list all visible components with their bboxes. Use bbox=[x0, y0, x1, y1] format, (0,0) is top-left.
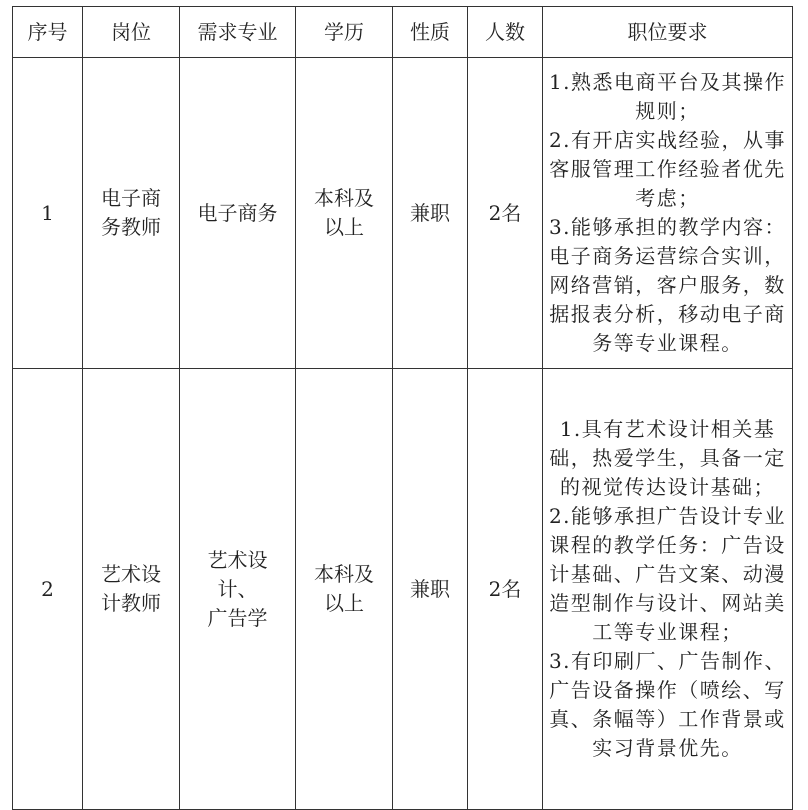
cell-type: 兼职 bbox=[393, 58, 468, 369]
cell-education-line: 以上 bbox=[324, 215, 364, 239]
cell-position-line: 务教师 bbox=[101, 215, 161, 239]
requirement-item: 1.具有艺术设计相关基础，热爱学生，具备一定的视觉传达设计基础； bbox=[549, 417, 786, 499]
header-education: 学历 bbox=[296, 7, 393, 58]
header-seq: 序号 bbox=[13, 7, 83, 58]
cell-major-line: 计、 bbox=[217, 576, 258, 601]
cell-seq: 1 bbox=[13, 58, 83, 369]
cell-major bbox=[180, 58, 296, 369]
table-row bbox=[13, 58, 793, 369]
cell-position bbox=[83, 369, 180, 810]
header-row bbox=[13, 7, 793, 58]
cell-position-line: 电子商 bbox=[101, 186, 161, 210]
header-major: 需求专业 bbox=[180, 7, 296, 58]
requirement-item: 3.能够承担的教学内容：电子商务运营综合实训，网络营销，客户服务，数据报表分析，移动电子商务等专业课程。 bbox=[548, 215, 787, 355]
cell-education-line: 本科及 bbox=[314, 186, 374, 210]
cell-requirements bbox=[543, 58, 793, 369]
cell-major-line: 广告学 bbox=[207, 605, 268, 630]
cell-education-line: 本科及 bbox=[314, 562, 374, 586]
requirement-item: 1.熟悉电商平台及其操作规则； bbox=[548, 70, 787, 123]
cell-education-line: 以上 bbox=[324, 591, 364, 615]
header-requirements: 职位要求 bbox=[543, 7, 793, 58]
header-type: 性质 bbox=[393, 7, 468, 58]
cell-seq: 2 bbox=[13, 369, 83, 810]
table-row bbox=[13, 369, 793, 810]
cell-count: 2名 bbox=[468, 369, 543, 810]
cell-major-line: 电子商务 bbox=[197, 200, 278, 225]
cell-education bbox=[296, 369, 393, 810]
cell-position-line: 计教师 bbox=[101, 591, 161, 615]
header-position: 岗位 bbox=[83, 7, 180, 58]
requirement-item: 2.能够承担广告设计专业课程的教学任务：广告设计基础、广告文案、动漫造型制作与设计、网站美工等专业课程； bbox=[548, 504, 787, 644]
cell-position bbox=[83, 58, 180, 369]
cell-count: 2名 bbox=[468, 58, 543, 369]
cell-major-line: 艺术设 bbox=[207, 547, 268, 572]
requirement-item: 2.有开店实战经验，从事客服管理工作经验者优先考虑； bbox=[548, 128, 787, 210]
requirement-item: 3.有印刷厂、广告制作、广告设备操作（喷绘、写真、条幅等）工作背景或实习背景优先。 bbox=[548, 649, 787, 760]
cell-major bbox=[180, 369, 296, 810]
cell-requirements bbox=[543, 369, 793, 810]
job-requirements-table bbox=[12, 6, 793, 810]
header-count: 人数 bbox=[468, 7, 543, 58]
cell-position-line: 艺术设 bbox=[101, 562, 161, 586]
cell-type: 兼职 bbox=[393, 369, 468, 810]
cell-education bbox=[296, 58, 393, 369]
